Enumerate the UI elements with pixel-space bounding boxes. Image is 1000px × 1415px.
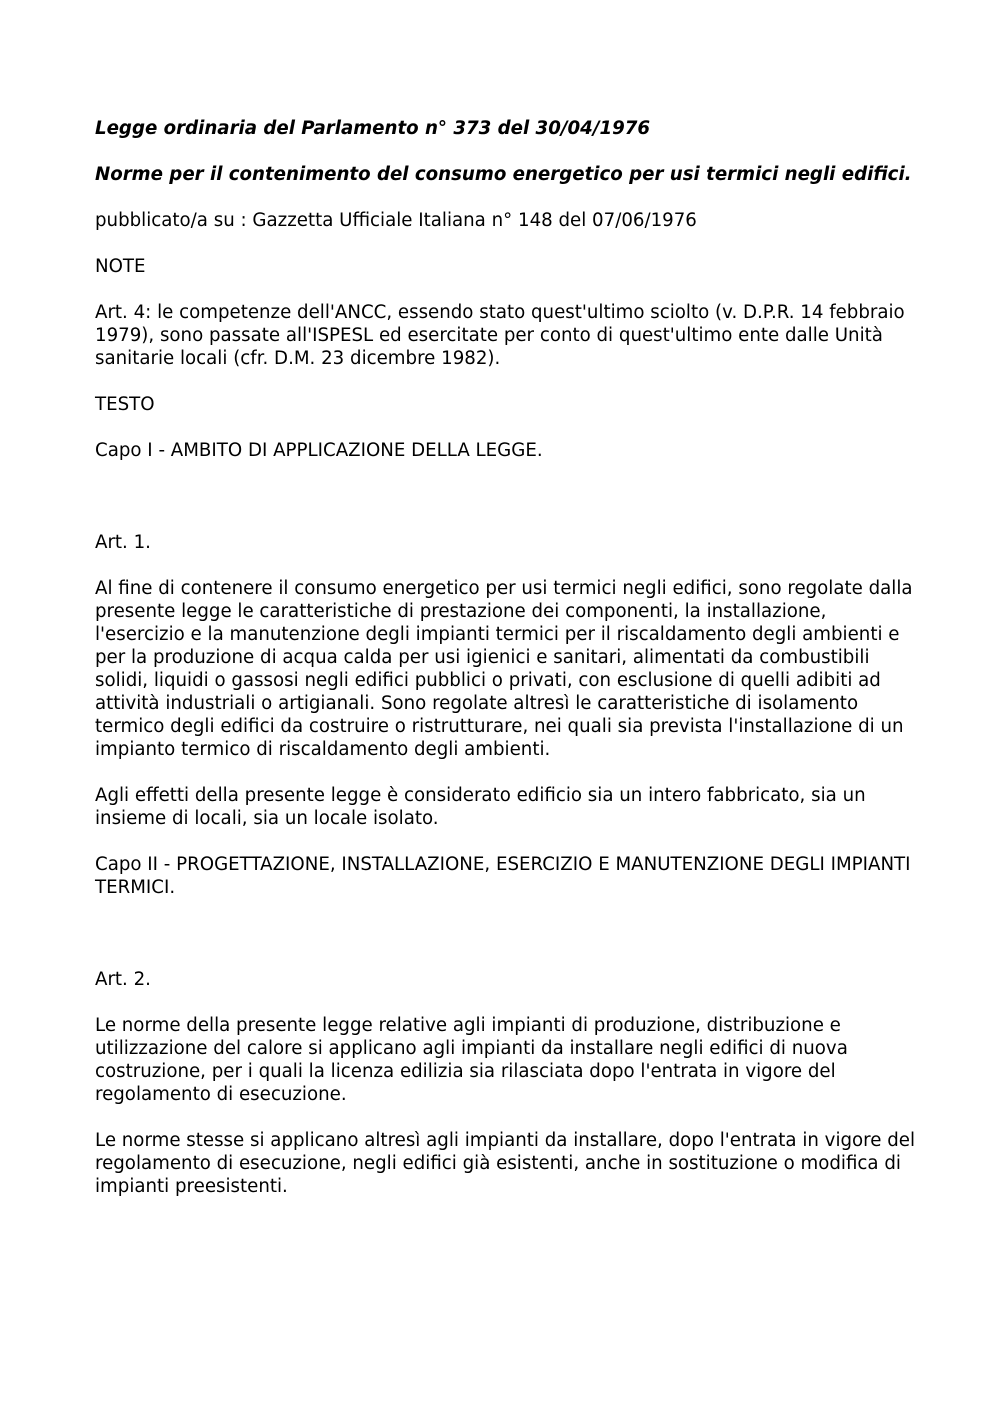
law-subtitle: Norme per il contenimento del consumo energetico per usi termici negli edifici. xyxy=(95,164,912,185)
art2-paragraph-1: Le norme della presente legge relative agli impianti di produzione, distribuzione e utilizzazione del calore si applicano agli impianti da installare negli edifici di nuova costruzione, per i quali la licenza edilizia sia rilasciata dopo l'entrata in vigore del regolamento di esecuzione. xyxy=(95,1015,848,1105)
law-title: Legge ordinaria del Parlamento n° 373 del 30/04/1976 xyxy=(95,118,651,139)
document-page xyxy=(95,117,915,1198)
art1-paragraph-2: Agli effetti della presente legge è considerato edificio sia un intero fabbricato, sia un insieme di locali, sia un locale isolato. xyxy=(95,785,866,829)
art2-paragraph-2: Le norme stesse si applicano altresì agli impianti da installare, dopo l'entrata in vigore del regolamento di esecuzione, negli edifici già esistenti, anche in sostituzione o modifica di impianti preesistenti. xyxy=(95,1130,915,1197)
capo1-heading: Capo I - AMBITO DI APPLICAZIONE DELLA LEGGE. xyxy=(95,440,543,461)
note-text: Art. 4: le competenze dell'ANCC, essendo stato quest'ultimo sciolto (v. D.P.R. 14 febbraio 1979), sono passate all'ISPESL ed esercitate per conto di quest'ultimo ente dalle Unità sanitarie locali (cfr. D.M. 23 dicembre 1982). xyxy=(95,302,905,369)
capo2-heading: Capo II - PROGETTAZIONE, INSTALLAZIONE, ESERCIZIO E MANUTENZIONE DEGLI IMPIANTI TERMICI. xyxy=(95,854,911,898)
art1-paragraph-1: Al fine di contenere il consumo energetico per usi termici negli edifici, sono regolate dalla presente legge le caratteristiche di prestazione dei componenti, la installazione, l'esercizio e la manutenzione degli impianti termici per il riscaldamento degli ambienti e per la produzione di acqua calda per usi igienici e sanitari, alimentati da combustibili solidi, liquidi o gassosi negli edifici pubblici o privati, con esclusione di quelli adibiti ad attività industriali o artigianali. Sono regolate altresì le caratteristiche di isolamento termico degli edifici da costruire o ristrutturare, nei quali sia prevista l'installazione di un impianto termico di riscaldamento degli ambienti. xyxy=(95,578,913,760)
publication-line: pubblicato/a su : Gazzetta Ufficiale Italiana n° 148 del 07/06/1976 xyxy=(95,210,697,231)
art1-heading: Art. 1. xyxy=(95,532,151,553)
note-heading: NOTE xyxy=(95,256,146,277)
art2-heading: Art. 2. xyxy=(95,969,151,990)
text-heading: TESTO xyxy=(95,394,155,415)
